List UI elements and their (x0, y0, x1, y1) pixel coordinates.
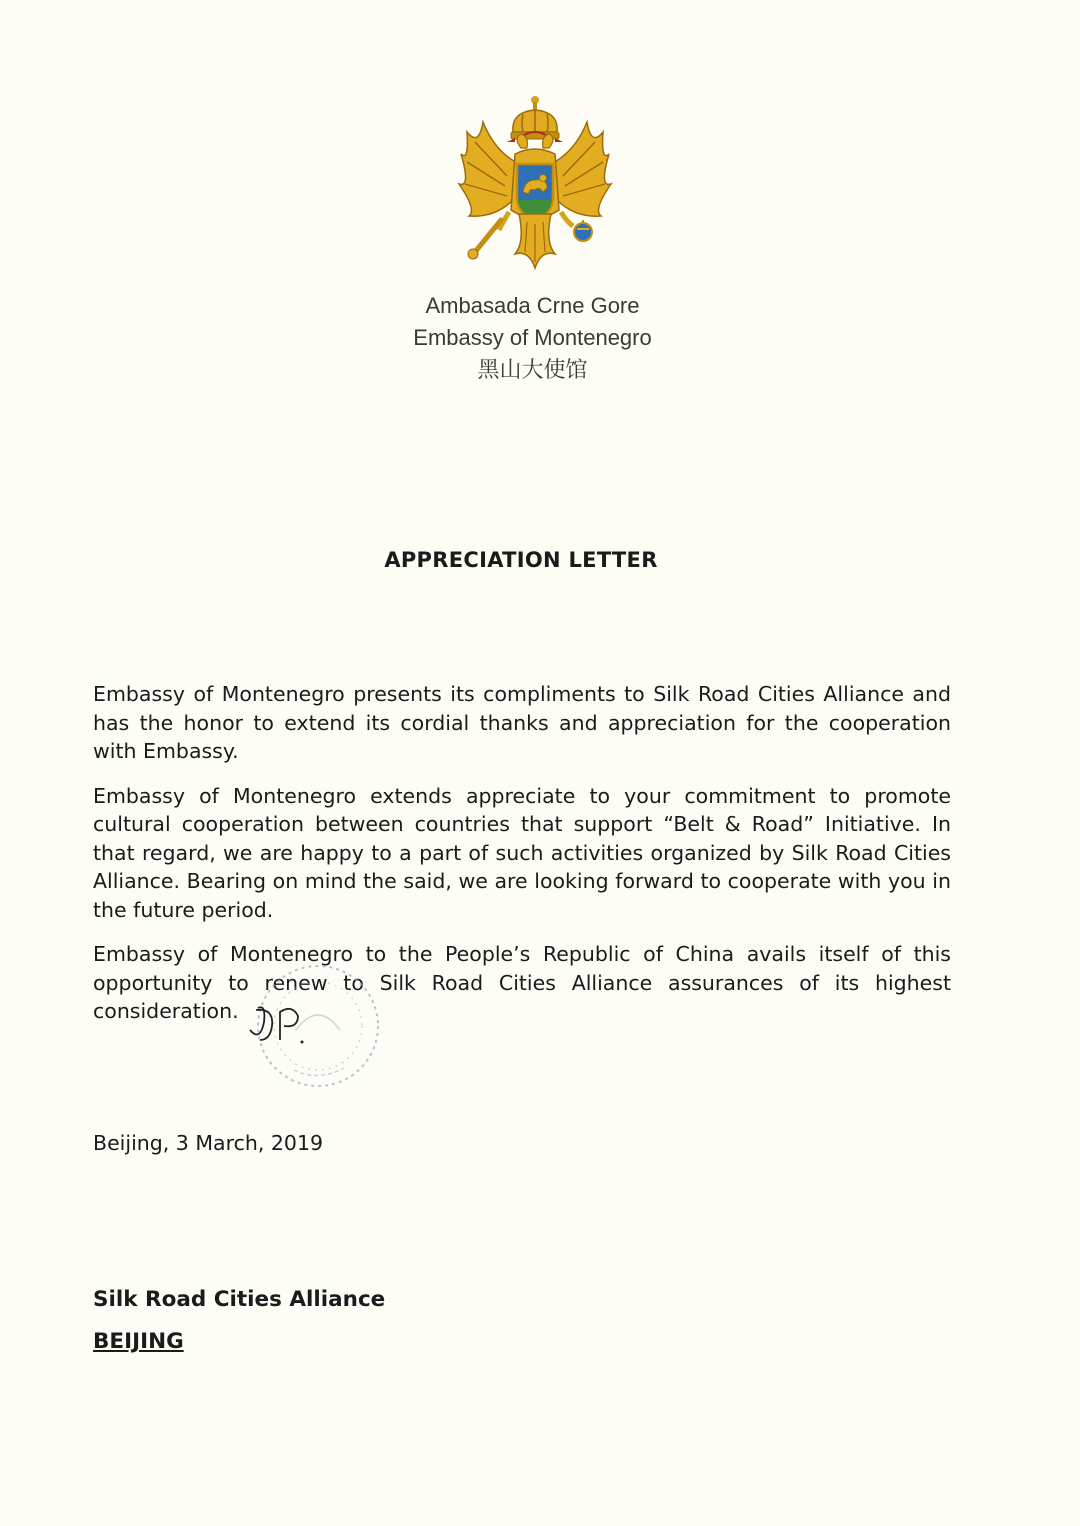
letterhead-english-name: Embassy of Montenegro (413, 325, 652, 350)
recipient-city: BEIJING (93, 1329, 184, 1354)
body-paragraph: Embassy of Montenegro extends appreciate to your commitment to promote cultural cooperation between countries that support “Belt & Road” Initiative. In that regard, we are happy to a part of such activities organized by Silk Road Cities Alliance. Bearing on mind the said, we are looking forward to cooperate with you in the future period. (93, 783, 951, 922)
letter-title: APPRECIATION LETTER (384, 548, 658, 572)
shield-icon (517, 164, 553, 220)
crown-icon (511, 96, 559, 139)
body-paragraph: Embassy of Montenegro presents its compliments to Silk Road Cities Alliance and has the honor to extend its cordial thanks and appreciation for the cooperation with Embassy. (93, 682, 951, 763)
letterhead-local-name: Ambasada Crne Gore (425, 293, 640, 318)
letterhead (340, 290, 725, 386)
recipient-name: Silk Road Cities Alliance (93, 1287, 386, 1312)
coat-of-arms-icon (455, 92, 615, 274)
body-paragraph: Embassy of Montenegro to the People’s Republic of China avails itself of this opportunity to renew to Silk Road Cities Alliance assurances of its highest consideration. (93, 942, 951, 1023)
letter-body (93, 680, 951, 1042)
letter-date: Beijing, 3 March, 2019 (93, 1131, 324, 1155)
letterhead-chinese-name: 黑山大使馆 (477, 357, 588, 382)
signature-icon (240, 1000, 315, 1050)
